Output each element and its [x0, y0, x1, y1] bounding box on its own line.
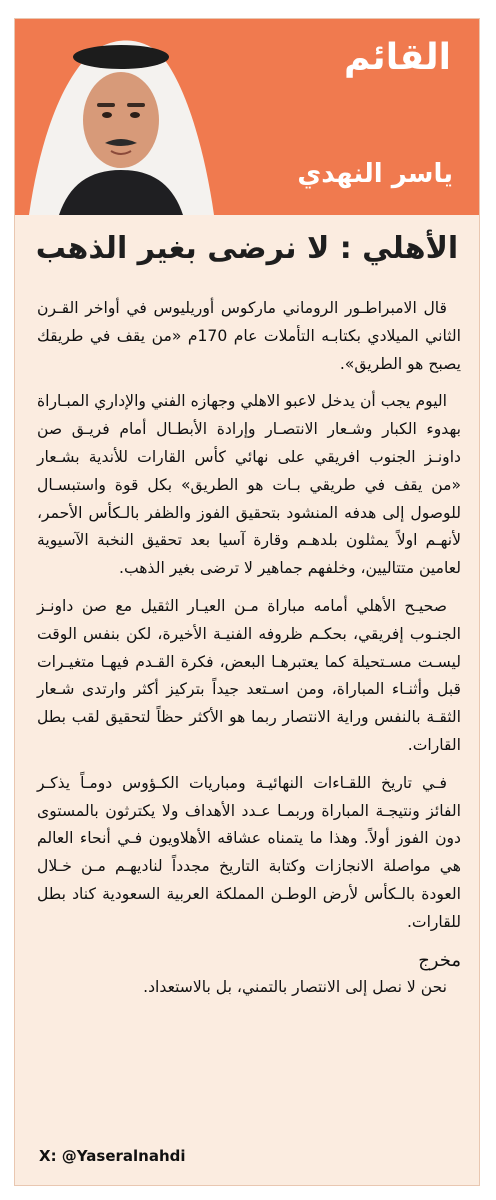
article-body [37, 295, 461, 1012]
header-banner [15, 19, 479, 215]
column-name: القائم [343, 37, 451, 78]
exit-quote: نحن لا نصل إلى الانتصار بالتمني، بل بالاستعداد. [143, 978, 447, 997]
article-title: الأهلي : لا نرضى بغير الذهب [35, 231, 459, 266]
paragraph: اليوم يجب أن يدخل لاعبو الاهلي وجهازه الفني والإداري المبـاراة بهدوء الكبار وشـعار الانتصـار وإرادة الأبطـال أمام فريـق صن داونـز الجنوب افريقي على نهائي كأس القارات للأندية بشـعار «من يقف في طريقي بـات هو الطريق» بكل قوة واستبسـال للوصول إلى هدفه المنشود بتحقيق الفوز والظفر بالـكأس الأحمر، لأنهـم اولاً يمثلون بلدهـم وقارة آسيا بعد تحقيق النخبة الآسيوية لعامين متتاليين، وخلفهم جماهير لا ترضى بغير الذهب. [37, 392, 461, 578]
paragraph: فـي تاريخ اللقـاءات النهائيـة ومباريات الكـؤوس دومـاً يذكـر الفائز ونتيجـة المباراة وربمـا عـدد الأهداف ولا يكترثون بالمستوى دون الفوز أولاً. وهذا ما يتمناه عشاقه الأهلاويون فـي أنحاء العالم هي مواصلة الانجازات وكتابة التاريخ مجدداً لناديهـم مـن خـلال العودة بالـكأس لأرض الوطـن المملكة العربية السعودية كناد بطل للقارات. [37, 773, 461, 931]
paragraph: صحيـح الأهلي أمامه مباراة مـن العيـار الثقيل مع صن داونـز الجنـوب إفريقي، بحكـم ظروفه الفنيـة الأخيرة، لكن بنفس الوقت ليسـت مسـتحيلة كما يعتبرهـا البعض، فكرة القـدم فيهـا متغيـرات قبل وأثنـاء المباراة، ومن اسـتعد جيداً بتركيز أكثر وارتدى شـعار الثقـة بالنفس وراية الانتصار ربما هو الأكثر حظاً لتحقيق لقب بطل القارات. [37, 596, 461, 754]
exit-heading: مخرج [418, 949, 461, 971]
column-card [14, 18, 480, 1186]
author-name: ياسر النهدي [297, 159, 453, 189]
paragraph: قال الامبراطـور الروماني ماركوس أوريليوس في أواخر القـرن الثاني الميلادي بكتابـه التأملات عام 170م «من يقف في طريقك يصبح هو الطريق». [37, 299, 462, 373]
author-handle: X: @Yaseralnahdi [39, 1147, 186, 1165]
author-photo [19, 25, 219, 215]
